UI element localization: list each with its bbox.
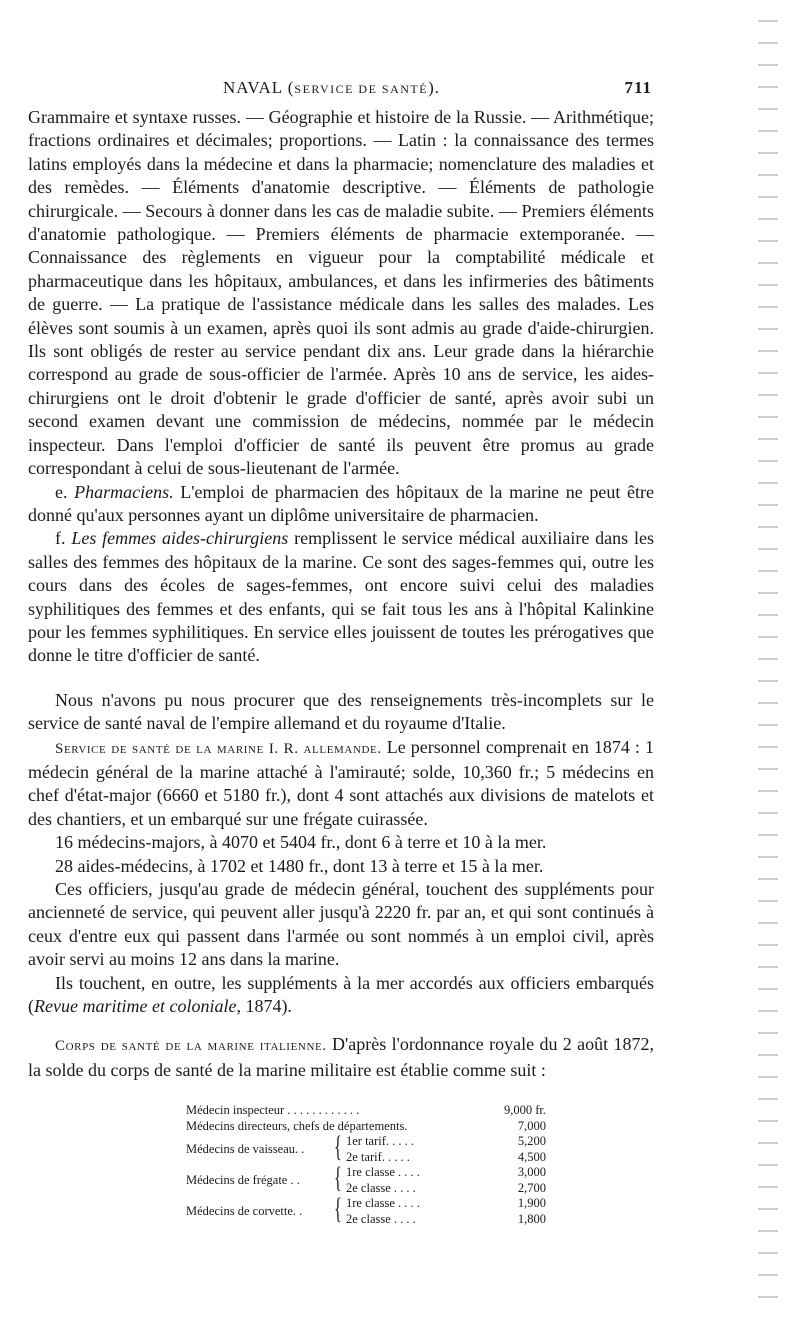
brace-icon: {	[334, 1161, 342, 1194]
citation: Revue maritime et coloniale	[34, 996, 237, 1017]
paragraph-italienne: Corps de santé de la marine italienne. D'après l'ordonnance royale du 2 août 1872, la solde du corps de santé de la marine militaire est établie comme suit :	[28, 1034, 655, 1080]
section-heading: Les femmes aides-chirurgiens	[71, 528, 289, 549]
table-row: Médecins directeurs, chefs de départements. 7,000	[186, 1118, 546, 1133]
body-text	[28, 106, 654, 1082]
table-group-corvette: Médecins de corvette. . { 1re classe . . . . 1,900 2e classe . . . . 1,800	[186, 1192, 546, 1226]
section-heading: Corps de santé de la marine italienne.	[55, 1038, 327, 1055]
paragraph-pharmaciens: e. Pharmaciens. L'emploi de pharmacien des hôpitaux de la marine ne peut être donné qu'aux personnes ayant un diplôme universitaire de pharmacien.	[28, 481, 654, 525]
section-heading: Service de santé de la marine I. R. allemande.	[55, 740, 382, 757]
table-group-fregate: Médecins de frégate . . { 1re classe . . . . 3,000 2e classe . . . . 2,700	[186, 1161, 546, 1195]
page-number: 711	[624, 78, 652, 97]
running-header	[28, 78, 658, 102]
brace-icon: {	[334, 1130, 342, 1163]
brace-icon: {	[334, 1192, 342, 1225]
paragraph-femmes: f. Les femmes aides-chirurgiens remplissent le service médical auxiliaire dans les salles des femmes des hôpitaux de la marine. Ce sont des sages-femmes qui, outre les cours dans des écoles de sages-femmes, ont encore suivi celui des maladies syphilitiques des femmes et des enfants, qui se fait tous les ans à l'hôpital Kalinkine pour les femmes syphilitiques. En service elles jouissent de toutes les prérogatives que donne le titre d'officier de santé.	[28, 528, 654, 666]
running-title: NAVAL (SERVICE DE SANTÉ).	[223, 78, 441, 97]
table-group-vaisseau: Médecins de vaisseau. . { 1er tarif. . . . . 5,200 2e tarif. . . . . 4,500	[186, 1130, 546, 1164]
salary-table	[186, 1103, 546, 1227]
paragraph-curriculum: Grammaire et syntaxe russes. — Géographie et histoire de la Russie. — Arithmétique; fractions ordinaires et décimales; proportions. — Latin : la connaissance des termes latins employés dans la médecine et dans la pharmacie; nomenclature des maladies et des remèdes. — Éléments d'anatomie descriptive. — Éléments de pathologie chirurgicale. — Secours à donner dans les cas de maladie subite. — Premiers éléments d'anatomie pathologique. — Premiers éléments de pharmacie extemporanée. — Connaissance des règlements en vigueur pour la comptabilité médicale et pharmaceutique dans les hôpitaux, ambulances, et dans les infirmeries des bâtiments de guerre. — La pratique de l'assistance médicale dans les salles des malades. Les élèves sont soumis à un examen, après quoi ils sont admis au grade d'aide-chirurgien. Ils sont obligés de rester au service pendant dix ans. Leur grade dans la hiérarchie correspond au grade de sous-officier de l'armée. Après 10 ans de service, les aides-chirurgiens ont le droit d'obtenir le grade d'officier de santé, après avoir subi un second examen devant une commission de médecins, nommée par le médecin inspecteur. Dans l'emploi d'officier de santé ils peuvent être promus au grade correspondant à celui de sous-lieutenant de l'armée.	[28, 107, 654, 479]
paragraph-intro: Nous n'avons pu nous procurer que des renseignements très-incomplets sur le service de santé naval de l'empire allemand et du royaume d'Italie.	[28, 689, 654, 734]
section-heading: Pharmaciens.	[74, 481, 174, 502]
scan-edge-marks	[758, 20, 778, 1310]
paragraph-officiers: Ces officiers, jusqu'au grade de médecin général, touchent des suppléments pour ancienneté de service, qui peuvent aller jusqu'à 2220 fr. par an, et qui sont continués à ceux d'entre eux qui passent dans l'armée ou sont nommés à un emploi civil, après avoir servi au moins 12 ans dans la marine.	[28, 879, 654, 970]
paragraph-supplements: Ils touchent, en outre, les suppléments à la mer accordés aux officiers embarqués (Revue maritime et coloniale, 1874).	[28, 972, 654, 1017]
paragraph-majors: 16 médecins-majors, à 4070 et 5404 fr., dont 6 à terre et 10 à la mer.	[55, 832, 547, 853]
paragraph-aides: 28 aides-médecins, à 1702 et 1480 fr., dont 13 à terre et 15 à la mer.	[55, 855, 544, 876]
table-row: Médecin inspecteur . . . . . . . . . . . . 9,000 fr.	[186, 1103, 546, 1117]
paragraph-allemande: Service de santé de la marine I. R. allemande. Le personnel comprenait en 1874 : 1 médecin général de la marine attaché à l'amirauté; solde, 10,360 fr.; 5 médecins en chef d'état-major (6660 et 5180 fr.), dont 4 sont attachés aux divisions de matelots et des chantiers, et un embarqué sur une frégate cuirassée.	[28, 736, 654, 829]
